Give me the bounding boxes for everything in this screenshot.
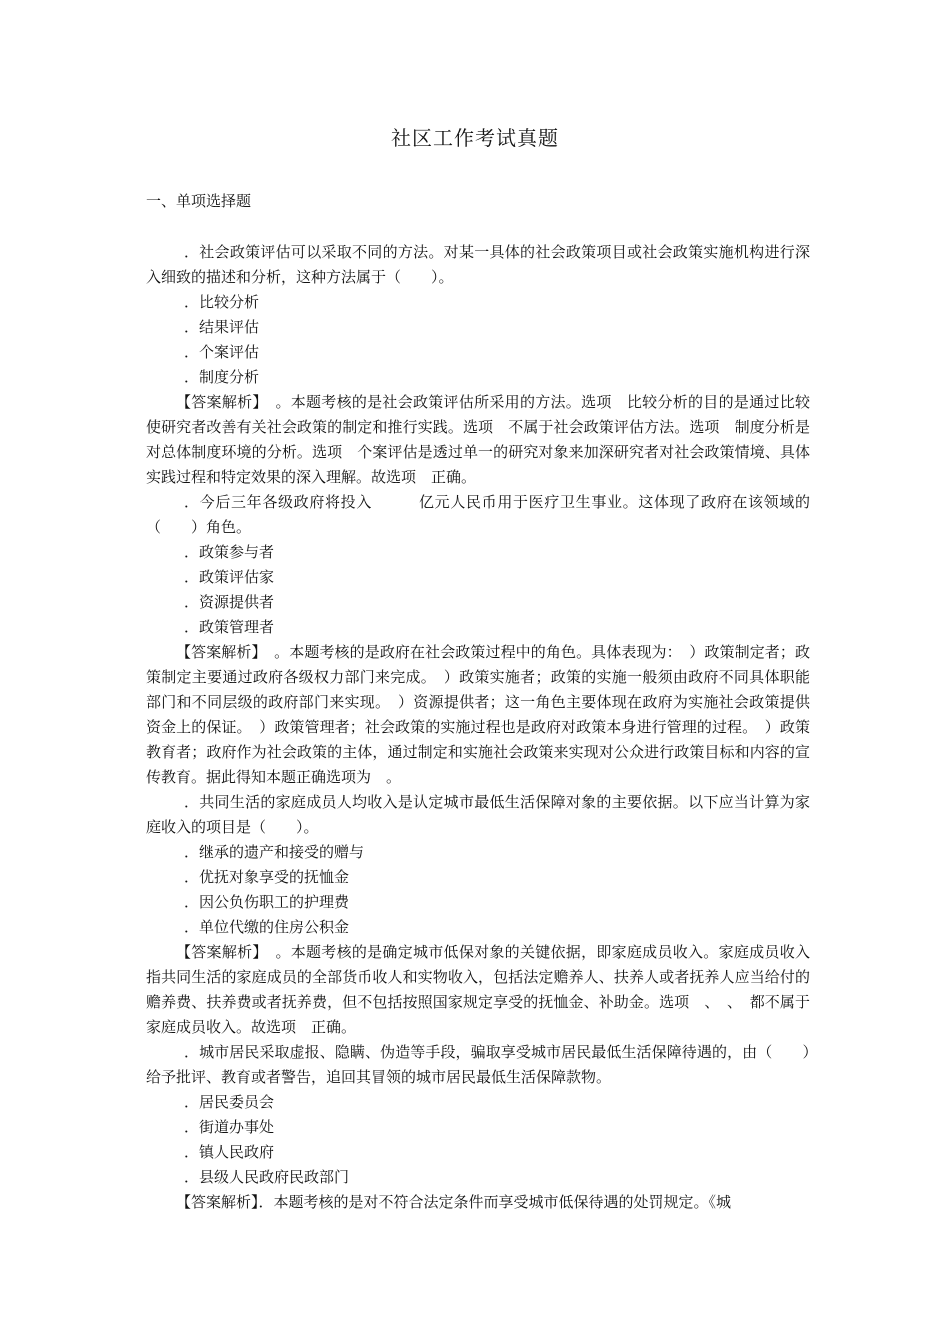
question-4-option-a: ．居民委员会 <box>184 1093 275 1111</box>
question-2-option-d: ．政策管理者 <box>184 618 275 636</box>
section-heading: 一、单项选择题 <box>146 192 252 210</box>
question-2-option-c: ．资源提供者 <box>184 593 275 611</box>
question-1-stem: ．社会政策评估可以采取不同的方法。对某一具体的社会政策项目或社会政策实施机构进行深入细致的描述和分析，这种方法属于（ ）。 <box>146 243 810 286</box>
question-1-answer: 【答案解析】 。本题考核的是社会政策评估所采用的方法。选项 比较分析的目的是通过比较使研究者改善有关社会政策的制定和推行实践。选项 不属于社会政策评估方法。选项 制度分析是对总体制度环境的分析。选项 个案评估是透过单一的研究对象来加深研究者对社会政策情境、具体实践过程和特定效果的深入理解。故选项 正确。 <box>146 393 810 486</box>
question-1-option-c: ．个案评估 <box>184 343 260 361</box>
document-body <box>146 240 810 1215</box>
question-2-option-a: ．政策参与者 <box>184 543 275 561</box>
question-3-option-b: ．优抚对象享受的抚恤金 <box>184 868 350 886</box>
question-2-answer: 【答案解析】 。本题考核的是政府在社会政策过程中的角色。具体表现为： ）政策制定者；政策制定主要通过政府各级权力部门来完成。 ）政策实施者；政策的实施一般须由政府不同具体职能部门和不同层级的政府部门来实现。 ）资源提供者；这一角色主要体现在政府为实施社会政策提供资金上的保证。 ）政策管理者；社会政策的实施过程也是政府对政策本身进行管理的过程。 ）政策教育者；政府作为社会政策的主体，通过制定和实施社会政策来实现对公众进行政策目标和内容的宣传教育。据此得知本题正确选项为 。 <box>146 643 810 786</box>
question-3-stem: ．共同生活的家庭成员人均收入是认定城市最低生活保障对象的主要依据。以下应当计算为家庭收入的项目是（ ）。 <box>146 793 810 836</box>
question-4-option-d: ．县级人民政府民政部门 <box>184 1168 350 1186</box>
question-2-stem: ．今后三年各级政府将投入 亿元人民币用于医疗卫生事业。这体现了政府在该领域的（ ）角色。 <box>146 493 810 536</box>
question-4-option-c: ．镇人民政府 <box>184 1143 275 1161</box>
question-3-answer: 【答案解析】 。本题考核的是确定城市低保对象的关键依据，即家庭成员收入。家庭成员收入指共同生活的家庭成员的全部货币收人和实物收入，包括法定赡养人、扶养人或者抚养人应当给付的赡养费、扶养费或者抚养费，但不包括按照国家规定享受的抚恤金、补助金。选项 、 、 都不属于家庭成员收入。故选项 正确。 <box>146 943 810 1036</box>
page-title: 社区工作考试真题 <box>391 126 559 150</box>
question-3-option-a: ．继承的遗产和接受的赠与 <box>184 843 365 861</box>
question-1-option-d: ．制度分析 <box>184 368 260 386</box>
question-1-option-b: ．结果评估 <box>184 318 260 336</box>
question-2-option-b: ．政策评估家 <box>184 568 275 586</box>
question-3-option-d: ．单位代缴的住房公积金 <box>184 918 350 936</box>
question-4-option-b: ．街道办事处 <box>184 1118 275 1136</box>
question-4-stem: ．城市居民采取虚报、隐瞒、伪造等手段，骗取享受城市居民最低生活保障待遇的，由（ ）给予批评、教育或者警告，追回其冒领的城市居民最低生活保障款物。 <box>146 1043 810 1086</box>
question-1-option-a: ．比较分析 <box>184 293 260 311</box>
question-4-answer: 【答案解析】．本题考核的是对不符合法定条件而享受城市低保待遇的处罚规定。《城 <box>176 1193 732 1211</box>
question-3-option-c: ．因公负伤职工的护理费 <box>184 893 350 911</box>
